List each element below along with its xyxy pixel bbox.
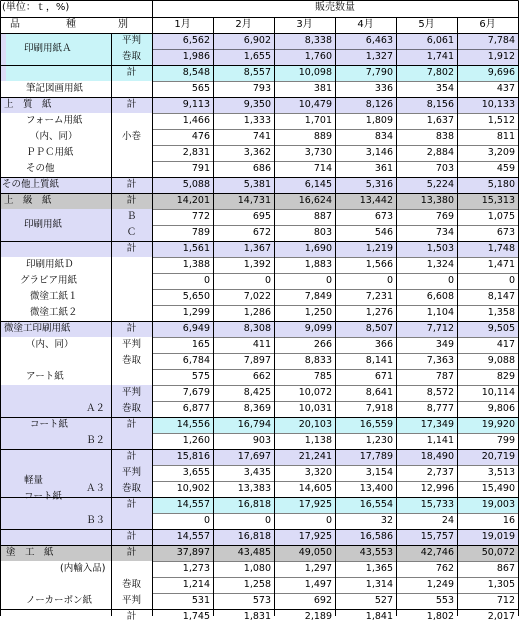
row-label: （内、同） [26,339,74,350]
table-cell: 21,241 [298,451,332,462]
row-label: （内、同） [30,131,78,142]
table-cell: 8,147 [487,291,515,302]
table-cell: 703 [435,163,454,174]
row-sub-label: 計 [126,323,137,334]
table-cell: 8,777 [426,403,454,414]
table-cell: 8,548 [182,67,210,78]
table-cell: 1,219 [365,243,393,254]
table-cell: 16,559 [359,419,393,430]
table-cell: 1,299 [182,307,210,318]
table-cell: 1,561 [182,243,210,254]
table-cell: 7,022 [243,291,271,302]
table-cell: 1,141 [426,435,454,446]
table-cell: 1,314 [365,579,393,590]
table-cell: 8,338 [304,35,332,46]
row-sub-label: Ｂ [126,211,137,222]
month-header-3: 3月 [296,19,313,30]
table-cell: 673 [374,211,393,222]
table-cell: 6,608 [426,291,454,302]
table-cell: 0 [203,515,210,526]
table-cell: 3,209 [487,147,515,158]
table-cell: 1,503 [426,243,454,254]
row-label: ＰＰＣ用紙 [26,147,74,158]
table-cell: 3,655 [182,467,210,478]
table-cell: 15,757 [420,531,454,542]
table-cell: 5,650 [182,291,210,302]
table-cell: 0 [447,275,454,286]
row-sub-label: 計 [126,451,137,462]
table-cell: 803 [313,227,332,238]
table-cell: 1,566 [365,259,393,270]
table-cell: 10,133 [481,99,515,110]
row-label: その他 [26,163,55,174]
table-cell: 9,806 [487,403,515,414]
sales-volume-heading: 販売数量 [315,2,355,13]
table-cell: 165 [191,339,210,350]
table-cell: 0 [264,515,271,526]
row-sub-label: 平判 [121,387,141,398]
month-header-6: 6月 [479,19,496,30]
table-cell: 17,349 [420,419,454,430]
month-header-2: 2月 [235,19,252,30]
table-cell: 13,400 [359,483,393,494]
table-cell: 712 [496,595,515,606]
table-cell: 37,897 [176,547,210,558]
table-cell: 793 [252,83,271,94]
table-cell: 13,380 [420,195,454,206]
table-cell: 17,925 [298,499,332,510]
table-cell: 0 [325,515,332,526]
table-cell: 838 [435,131,454,142]
table-cell: 1,080 [243,563,271,574]
row-label: 上 質 紙 [4,99,52,110]
table-cell: 1,324 [426,259,454,270]
table-cell: 1,655 [243,51,271,62]
row-sub-label: 平判 [121,595,141,606]
table-cell: 1,637 [426,115,454,126]
table-cell: 15,313 [481,195,515,206]
table-cell: 527 [374,595,393,606]
table-cell: 5,224 [426,179,454,190]
row-label: その他上質紙 [2,179,60,190]
table-cell: 24 [441,515,454,526]
table-cell: 12,996 [420,483,454,494]
row-label: 微塗工紙２ [30,307,78,318]
table-cell: 17,697 [237,451,271,462]
table-cell: 565 [191,83,210,94]
table-cell: 1,104 [426,307,454,318]
table-cell: 1,690 [304,243,332,254]
table-cell: 10,072 [298,387,332,398]
table-cell: 791 [191,163,210,174]
table-cell: 1,273 [182,563,210,574]
row-sub-label: 計 [126,67,137,78]
table-cell: 15,490 [481,483,515,494]
table-cell: 16,554 [359,499,393,510]
table-cell: 19,003 [481,499,515,510]
table-cell: 6,463 [365,35,393,46]
table-cell: 762 [435,563,454,574]
table-cell: 49,050 [298,547,332,558]
table-cell: 266 [313,339,332,350]
table-cell: 16,586 [359,531,393,542]
table-cell: 2,831 [182,147,210,158]
group-label-keiryo-2: コート紙 [24,491,63,502]
table-cell: 772 [191,211,210,222]
table-cell: 476 [191,131,210,142]
table-cell: 1,748 [487,243,515,254]
table-cell: 7,679 [182,387,210,398]
table-cell: 1,471 [487,259,515,270]
table-cell: 437 [496,83,515,94]
table-cell: 366 [374,339,393,350]
row-sub-label: 計 [126,611,137,622]
table-cell: 43,485 [237,547,271,558]
table-cell: 9,099 [304,323,332,334]
month-header-4: 4月 [357,19,374,30]
table-cell: 1,831 [243,611,271,622]
table-cell: 42,746 [420,547,454,558]
table-cell: 1,883 [304,259,332,270]
table-cell: 16,818 [237,531,271,542]
row-sub-label: 小巻 [121,131,141,142]
month-header-5: 5月 [418,19,435,30]
table-cell: 1,327 [365,51,393,62]
table-cell: 1,392 [243,259,271,270]
table-cell: 1,512 [487,115,515,126]
table-cell: 6,562 [182,35,210,46]
table-cell: 5,381 [243,179,271,190]
row-sub-label: 計 [126,419,137,430]
group-label-nocarbon: ノーカーボン紙 [26,595,93,606]
table-cell: 18,490 [420,451,454,462]
table-cell: 10,902 [176,483,210,494]
row-label: 微塗工印刷用紙 [4,323,71,334]
table-cell: 2,737 [426,467,454,478]
table-cell: 1,912 [487,51,515,62]
table-cell: 5,180 [487,179,515,190]
table-cell: 20,103 [298,419,332,430]
table-cell: 411 [252,339,271,350]
row-label: 塗 工 紙 [6,547,54,558]
table-cell: 686 [252,163,271,174]
table-cell: 7,849 [304,291,332,302]
table-cell: 14,731 [237,195,271,206]
table-cell: 829 [496,371,515,382]
table-cell: 17,925 [298,531,332,542]
table-cell: 459 [496,163,515,174]
row-label: グラビア用紙 [20,275,78,286]
table-cell: 3,154 [365,467,393,478]
table-cell: 8,833 [304,355,332,366]
table-cell: 361 [374,163,393,174]
table-cell: 2,189 [304,611,332,622]
table-cell: 17,789 [359,451,393,462]
table-cell: 1,367 [243,243,271,254]
table-cell: 349 [435,339,454,350]
table-cell: 10,114 [481,387,515,398]
row-label: 筆記図画用紙 [26,83,84,94]
group-label-a3: Ａ３ [86,483,106,494]
table-cell: 13,442 [359,195,393,206]
table-cell: 741 [252,131,271,142]
table-cell: 1,286 [243,307,271,318]
table-cell: 14,556 [176,419,210,430]
table-cell: 9,505 [487,323,515,334]
table-cell: 15,816 [176,451,210,462]
table-cell: 19,920 [481,419,515,430]
table-cell: 1,276 [365,307,393,318]
table-cell: 8,641 [365,387,393,398]
row-label: 上 級 紙 [4,195,52,206]
table-cell: 5,088 [182,179,210,190]
table-cell: 16,818 [237,499,271,510]
table-cell: 1,466 [182,115,210,126]
table-cell: 1,258 [243,579,271,590]
table-cell: 867 [496,563,515,574]
table-cell: 3,730 [304,147,332,158]
table-cell: 799 [496,435,515,446]
row-sub-label: 平判 [121,339,141,350]
group-label-coat: コート紙 [30,419,69,430]
table-cell: 0 [508,275,515,286]
table-cell: 3,362 [243,147,271,158]
table-cell: 10,098 [298,67,332,78]
row-label: (内輸入品) [60,563,106,574]
table-cell: 1,841 [365,611,393,622]
row-sub-label: 計 [126,195,137,206]
table-cell: 8,369 [243,403,271,414]
row-sub-label: 計 [126,531,137,542]
table-cell: 9,350 [243,99,271,110]
table-cell: 1,365 [365,563,393,574]
table-cell: 1,760 [304,51,332,62]
category-label-a: 品 [10,19,20,30]
table-cell: 1,138 [304,435,332,446]
row-sub-label: 巻取 [121,579,141,590]
table-cell: 7,712 [426,323,454,334]
table-cell: 8,572 [426,387,454,398]
table-cell: 354 [435,83,454,94]
category-label-c: 別 [118,19,128,30]
table-cell: 1,297 [304,563,332,574]
unit-label: (単位：ｔ，%) [2,2,70,13]
table-cell: 1,305 [487,579,515,590]
table-cell: 573 [252,595,271,606]
table-cell: 9,696 [487,67,515,78]
category-label-b: 種 [66,19,76,30]
table-cell: 553 [435,595,454,606]
row-sub-label: 平判 [121,467,141,478]
table-cell: 7,918 [365,403,393,414]
table-cell: 5,316 [365,179,393,190]
table-cell: 10,031 [298,403,332,414]
month-header-1: 1月 [174,19,191,30]
table-cell: 10,479 [298,99,332,110]
table-cell: 1,214 [182,579,210,590]
table-cell: 13,383 [237,483,271,494]
table-cell: 6,949 [182,323,210,334]
table-cell: 14,605 [298,483,332,494]
table-cell: 381 [313,83,332,94]
table-cell: 1,250 [304,307,332,318]
table-cell: 811 [496,131,515,142]
table-cell: 43,553 [359,547,393,558]
table-cell: 695 [252,211,271,222]
table-cell: 1,741 [426,51,454,62]
table-cell: 903 [252,435,271,446]
row-sub-label: 計 [126,547,137,558]
row-sub-label: 巻取 [121,51,141,62]
row-sub-label: 計 [126,99,137,110]
table-cell: 16,794 [237,419,271,430]
table-cell: 2,884 [426,147,454,158]
table-cell: 1,809 [365,115,393,126]
table-cell: 1,358 [487,307,515,318]
table-cell: 417 [496,339,515,350]
table-cell: 3,435 [243,467,271,478]
table-cell: 3,146 [365,147,393,158]
table-cell: 1,230 [365,435,393,446]
group-label-insatsu: 印刷用紙 [24,219,63,230]
row-sub-label: 平判 [121,35,141,46]
group-label-b2: Ｂ２ [86,435,106,446]
table-cell: 8,425 [243,387,271,398]
row-label: 印刷用紙Ｄ [26,259,74,270]
table-cell: 336 [374,83,393,94]
table-cell: 662 [252,371,271,382]
table-cell: 14,201 [176,195,210,206]
table-cell: 575 [191,371,210,382]
table-cell: 32 [380,515,393,526]
table-cell: 1,802 [426,611,454,622]
table-cell: 6,061 [426,35,454,46]
table-cell: 1,333 [243,115,271,126]
table-cell: 15,733 [420,499,454,510]
row-sub-label: 巻取 [121,403,141,414]
group-label-b3: Ｂ３ [86,515,106,526]
group-label-a2: Ａ２ [86,403,106,414]
table-cell: 14,557 [176,499,210,510]
table-cell: 16 [502,515,515,526]
table-cell: 1,745 [182,611,210,622]
table-cell: 834 [374,131,393,142]
table-cell: 672 [252,227,271,238]
table-cell: 8,126 [365,99,393,110]
table-cell: 8,141 [365,355,393,366]
table-cell: 787 [435,371,454,382]
table-cell: 1,388 [182,259,210,270]
table-cell: 531 [191,595,210,606]
table-cell: 785 [313,371,332,382]
table-cell: 671 [374,371,393,382]
group-label-keiryo-1: 軽量 [24,475,44,486]
table-cell: 7,802 [426,67,454,78]
table-cell: 692 [313,595,332,606]
row-label: アート紙 [26,371,64,382]
table-cell: 7,790 [365,67,393,78]
table-cell: 673 [496,227,515,238]
table-cell: 1,075 [487,211,515,222]
row-sub-label: Ｃ [126,227,137,238]
table-cell: 887 [313,211,332,222]
table-cell: 889 [313,131,332,142]
table-cell: 20,719 [481,451,515,462]
table-cell: 1,986 [182,51,210,62]
table-cell: 769 [435,211,454,222]
table-cell: 50,072 [481,547,515,558]
table-cell: 3,320 [304,467,332,478]
row-sub-label: 計 [126,499,137,510]
row-label: フォーム用紙 [26,115,83,126]
row-sub-label: 計 [126,243,137,254]
row-label: 微塗工紙１ [30,291,78,302]
table-cell: 7,363 [426,355,454,366]
table-cell: 16,624 [298,195,332,206]
row-label: 印刷用紙Ａ [24,43,72,54]
table-cell: 9,113 [182,99,210,110]
table-cell: 789 [191,227,210,238]
table-cell: 7,897 [243,355,271,366]
table-cell: 3,513 [487,467,515,478]
table-cell: 6,902 [243,35,271,46]
table-cell: 7,231 [365,291,393,302]
table-cell: 19,019 [481,531,515,542]
table-cell: 2,017 [487,611,515,622]
table-cell: 8,308 [243,323,271,334]
table-cell: 1,249 [426,579,454,590]
table-cell: 8,507 [365,323,393,334]
table-cell: 734 [435,227,454,238]
table-cell: 546 [374,227,393,238]
table-cell: 14,557 [176,531,210,542]
table-cell: 1,497 [304,579,332,590]
table-cell: 6,877 [182,403,210,414]
table-cell: 7,784 [487,35,515,46]
row-sub-label: 巻取 [121,355,141,366]
table-cell: 0 [264,275,271,286]
table-cell: 714 [313,163,332,174]
row-sub-label: 巻取 [121,483,141,494]
table-cell: 8,156 [426,99,454,110]
table-cell: 0 [325,275,332,286]
table-cell: 0 [386,275,393,286]
table-cell: 1,260 [182,435,210,446]
table-cell: 8,557 [243,67,271,78]
table-cell: 6,145 [304,179,332,190]
table-cell: 9,088 [487,355,515,366]
table-cell: 0 [203,275,210,286]
table-cell: 1,701 [304,115,332,126]
table-cell: 6,784 [182,355,210,366]
row-sub-label: 計 [126,179,137,190]
